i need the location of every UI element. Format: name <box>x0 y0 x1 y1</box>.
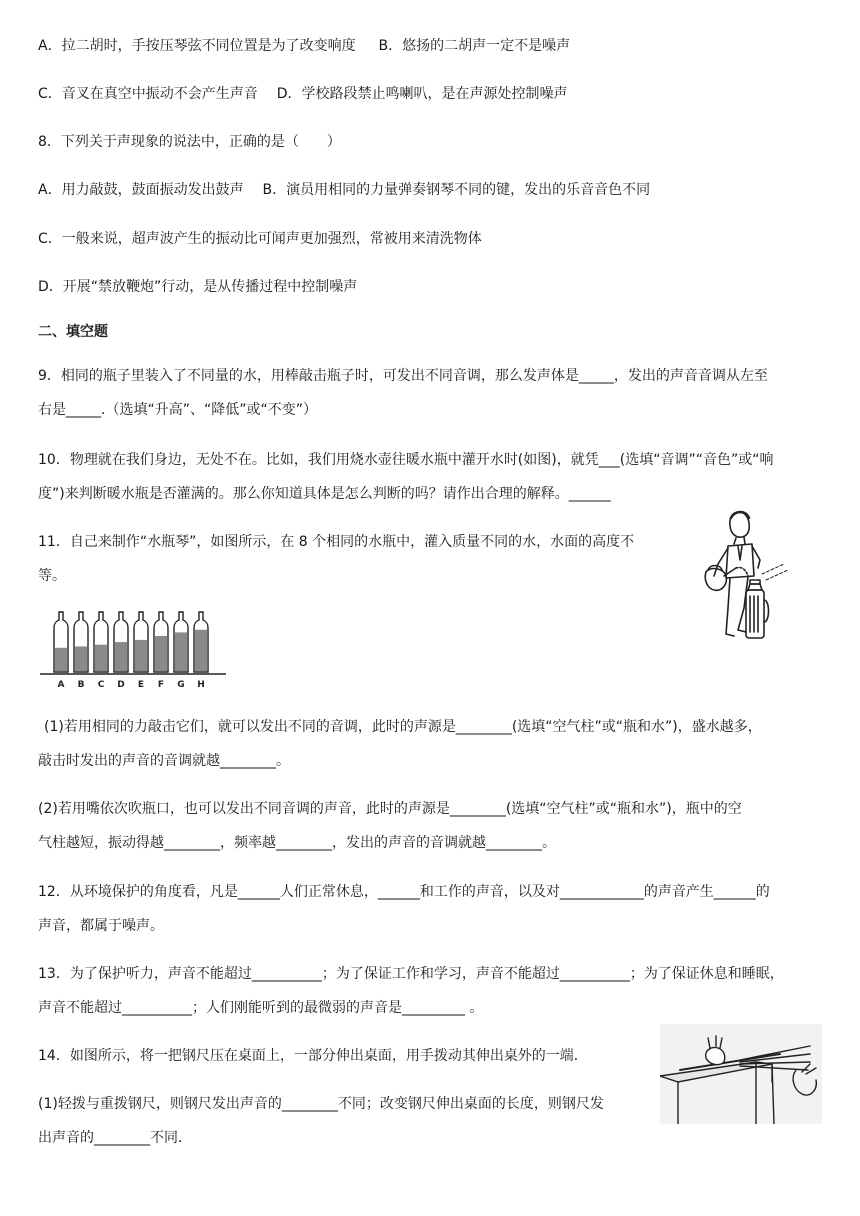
q9-line-2: 右是_____.（选填“升高”、“降低”或“不变”） <box>38 402 317 418</box>
q8-stem: 8．下列关于声现象的说法中，正确的是（ ） <box>38 134 341 150</box>
bottle-water-e <box>135 640 147 671</box>
q10-line-1: 10．物理就在我们身边，无处不在。比如，我们用烧水壶往暖水瓶中灌开水时(如图)，就凭___(选填“音调”“音色”或“响 <box>38 452 774 468</box>
q10-line-2: 度”)来判断暖水瓶是否灌满的。那么你知道具体是怎么判断的吗？请作出合理的解释。______ <box>38 486 611 502</box>
q11-part2-line-1: (2)若用嘴依次吹瓶口，也可以发出不同音调的声音，此时的声源是________(选填“空气柱”或“瓶和水”)，瓶中的空 <box>38 801 742 817</box>
bottle-water-g <box>175 632 187 671</box>
q7-option-c: C．音叉在真空中振动不会产生声音 <box>38 86 258 102</box>
bottle-water-f <box>155 636 167 671</box>
q8-option-row-ab <box>38 180 650 200</box>
q11-part1-line-1: (1)若用相同的力敲击它们，就可以发出不同的音调，此时的声源是________(选填“空气柱”或“瓶和水”)，盛水越多， <box>44 719 762 735</box>
q8-option-d: D．开展“禁放鞭炮”行动，是从传播过程中控制噪声 <box>38 279 358 295</box>
section-title-fill-blank: 二、填空题 <box>38 324 108 340</box>
q13-line-2: 声音不能超过__________；人们刚能听到的最微弱的声音是_________ 。 <box>38 1000 484 1016</box>
q14-part1-line-1: (1)轻拨与重拨钢尺，则钢尺发出声音的________不同；改变钢尺伸出桌面的长度，则钢尺发 <box>38 1096 604 1112</box>
steel-ruler-figure <box>660 1024 822 1124</box>
q7-option-a: A．拉二胡时，手按压琴弦不同位置是为了改变响度 <box>38 38 356 54</box>
q14-part1-line-2: 出声音的________不同． <box>38 1130 192 1146</box>
q7-option-row-ab <box>38 36 570 56</box>
q12-line-2: 声音，都属于噪声。 <box>38 918 164 934</box>
q13-line-1: 13．为了保护听力，声音不能超过__________；为了保证工作和学习，声音不能超过__________；为了保证休息和睡眠， <box>38 966 784 982</box>
bottle-label-f: F <box>157 680 165 690</box>
bottle-label-g: G <box>177 680 185 690</box>
person-pouring-water-figure <box>692 504 802 644</box>
bottle-label-b: B <box>77 680 85 690</box>
q14-line-1: 14．如图所示，将一把钢尺压在桌面上，一部分伸出桌面，用手拨动其伸出桌外的一端． <box>38 1048 588 1064</box>
bottle-label-d: D <box>117 680 125 690</box>
q12-line-1: 12．从环境保护的角度看，凡是______人们正常休息，______和工作的声音，以及对____________的声音产生______的 <box>38 884 770 900</box>
bottle-label-c: C <box>97 680 105 690</box>
bottle-water-d <box>115 642 127 671</box>
bottle-label-h: H <box>197 680 205 690</box>
q11-line-1: 11．自己来制作“水瓶琴”，如图所示，在 8 个相同的水瓶中，灌入质量不同的水，水面的高度不 <box>38 534 635 550</box>
bottle-label-e: E <box>137 680 145 690</box>
q8-option-a: A．用力敲鼓，鼓面振动发出鼓声 <box>38 182 244 198</box>
q7-option-row-cd <box>38 84 567 104</box>
bottle-water-b <box>75 646 87 671</box>
q7-option-b: B．悠扬的二胡声一定不是噪声 <box>378 38 571 54</box>
q7-option-d: D．学校路段禁止鸣喇叭，是在声源处控制噪声 <box>276 86 568 102</box>
bottle-water-h <box>195 630 207 671</box>
q11-line-2: 等。 <box>38 568 66 584</box>
q11-part1-line-2: 敲击时发出的声音的音调就越________。 <box>38 753 290 769</box>
water-bottles-figure <box>40 608 226 690</box>
bottle-water-c <box>95 645 107 671</box>
q8-option-c: C．一般来说，超声波产生的振动比可闻声更加强烈，常被用来清洗物体 <box>38 231 482 247</box>
bottle-water-a <box>55 648 67 671</box>
q11-part2-line-2: 气柱越短，振动得越________，频率越________，发出的声音的音调就越________。 <box>38 835 556 851</box>
q8-option-b: B．演员用相同的力量弹奏钢琴不同的键，发出的乐音音色不同 <box>262 182 651 198</box>
q9-line-1: 9．相同的瓶子里装入了不同量的水，用棒敲击瓶子时，可发出不同音调，那么发声体是_____，发出的声音音调从左至 <box>38 368 768 384</box>
bottle-label-a: A <box>57 680 65 690</box>
